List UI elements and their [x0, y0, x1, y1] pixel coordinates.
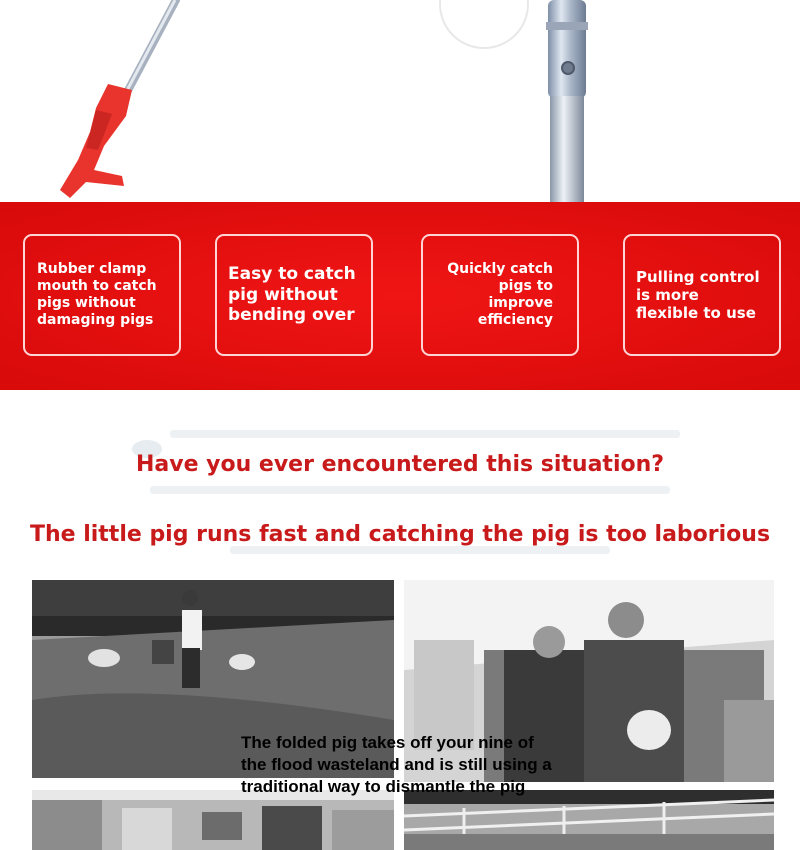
- feature-card-easy-catch: [215, 234, 373, 356]
- feature-card-pulling-control: [623, 234, 781, 356]
- product-photo: [0, 0, 800, 202]
- feature-text: Quickly catch pigs to improve efficiency: [447, 260, 553, 329]
- question-heading: Have you ever encountered this situation?: [135, 452, 665, 477]
- feature-text: Pulling control is more flexible to use: [636, 267, 760, 323]
- feature-card-quick-catch: [421, 234, 579, 356]
- heading-area: [0, 390, 800, 580]
- feature-text: Rubber clamp mouth to catch pigs without damaging pigs: [37, 260, 157, 329]
- pig-pen-photo: [404, 790, 774, 850]
- subtitle-heading: The little pig runs fast and catching the pig is too laborious: [29, 522, 771, 547]
- feature-text: Easy to catch pig without bending over: [228, 263, 356, 326]
- photo-caption: The folded pig takes off your nine of the flood wasteland and is still using a traditional way to dismantle the pig: [241, 733, 552, 796]
- feature-card-rubber-clamp: [23, 234, 181, 356]
- roadside-photo: [32, 790, 394, 850]
- telescopic-pole: [546, 0, 588, 202]
- grabber-rod: [123, 0, 176, 98]
- feature-band: [0, 202, 800, 390]
